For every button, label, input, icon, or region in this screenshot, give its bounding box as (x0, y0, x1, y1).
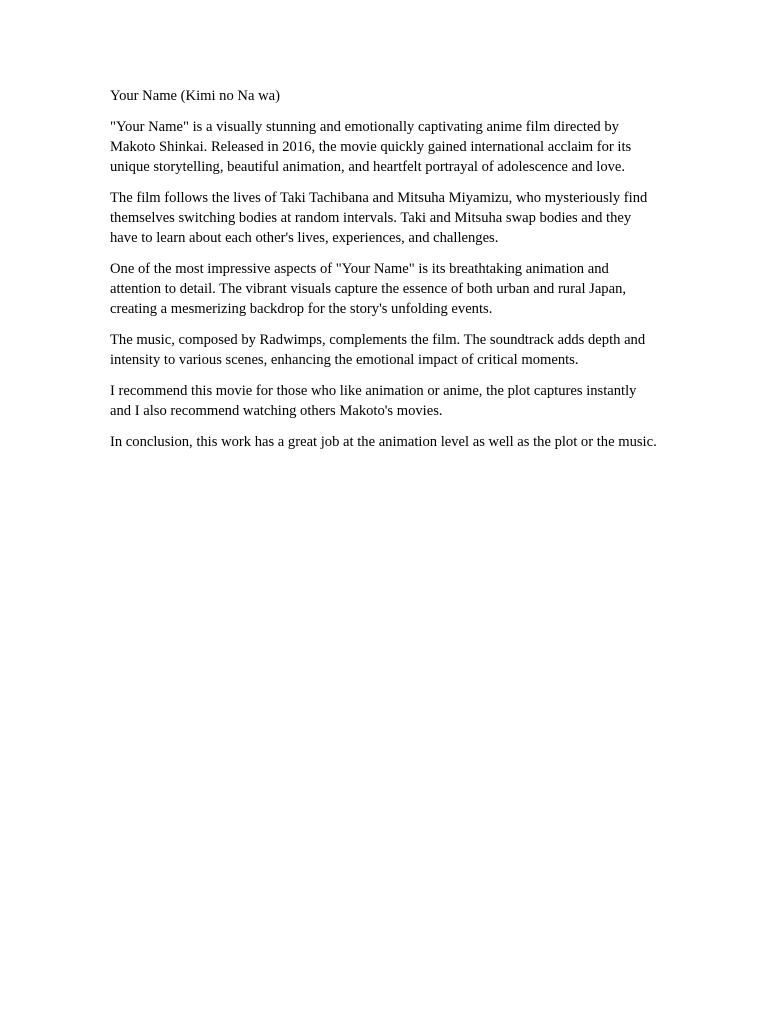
paragraph-plot: The film follows the lives of Taki Tachibana and Mitsuha Miyamizu, who mysteriously find themselves switching bodies at random intervals. Taki and Mitsuha swap bodies and they have to learn about each other's lives, experiences, and challenges. (110, 190, 648, 246)
document-title: Your Name (Kimi no Na wa) (110, 88, 280, 104)
document-body (110, 86, 658, 463)
paragraph-animation: One of the most impressive aspects of "Your Name" is its breathtaking animation and attention to detail. The vibrant visuals capture the essence of both urban and rural Japan, creating a mesmerizing backdrop for the story's unfolding events. (110, 261, 627, 317)
paragraph-conclusion: In conclusion, this work has a great job at the animation level as well as the plot or the music. (110, 434, 657, 450)
paragraph-recommendation: I recommend this movie for those who like animation or anime, the plot captures instantly and I also recommend watching others Makoto's movies. (110, 383, 637, 419)
paragraph-intro: "Your Name" is a visually stunning and emotionally captivating anime film directed by Makoto Shinkai. Released in 2016, the movie quickly gained international acclaim for its unique storytelling, beautiful animation, and heartfelt portrayal of adolescence and love. (110, 119, 632, 175)
paragraph-music: The music, composed by Radwimps, complements the film. The soundtrack adds depth and intensity to various scenes, enhancing the emotional impact of critical moments. (110, 332, 646, 368)
